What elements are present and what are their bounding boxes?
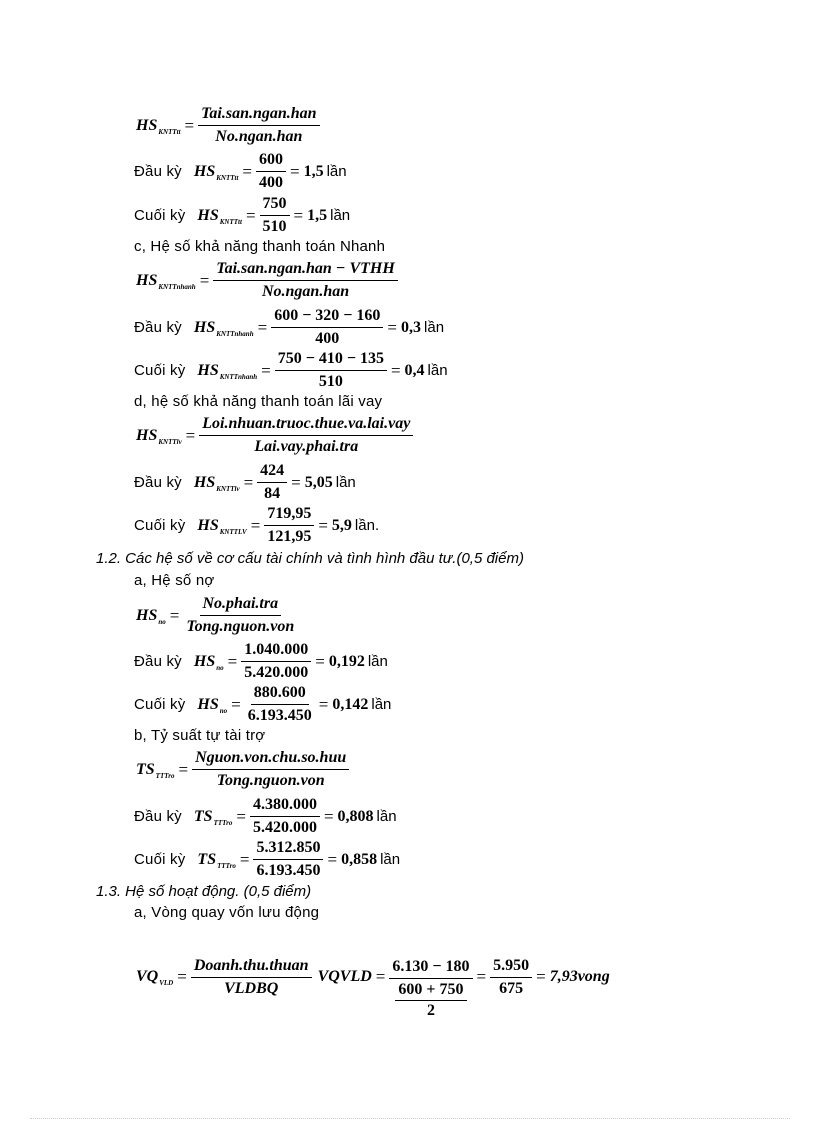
formula-vong-quay: VQ VLD = $\frac{\text{Doanh.thu.thuan}}{\text{VLDBQ}}$ VQVLD = 6.130 − 180 600 + 750 2 = $\frac{5.950}{675}$ = 7,93vong — [136, 956, 610, 1019]
heading-a-he-so-no: a, Hệ số nợ — [134, 572, 215, 589]
row-ts-cuoi-ky: Cuối kỳ TS TTTro = $\frac{5.312.850}{6.193.450}$ = 0,858 lần — [134, 839, 401, 879]
row-lv-dau-ky: Đầu kỳ HS KNTTlv = $\frac{424}{84}$ = 5,05 lần — [134, 462, 356, 502]
row-nh-dau-ky: Đầu kỳ HS KNTTnhanh = $\frac{600 - 320 - 160}{400}$ = 0,3 lần — [134, 307, 445, 347]
formula-hs-no: HS no = $\frac{\text{No.phai.tra}}{\text{Tong.nguon.von}}$ — [136, 595, 295, 635]
row-ts-dau-ky: Đầu kỳ TS TTTro = $\frac{4.380.000}{5.420.000}$ = 0,808 lần — [134, 796, 397, 836]
row-nh-cuoi-ky: Cuối kỳ HS KNTTnhanh = $\frac{750 - 410 - 135}{510}$ = 0,4 lần — [134, 350, 448, 390]
formula-hs-nhanh: HS KNTTnhanh = $\frac{\text{Tai.san.ngan.han − VTHH}}{\text{No.ngan.han}}$ — [136, 259, 398, 302]
formula-ts-tttro: TS TTTro = $\frac{\text{Nguon.von.chu.so.huu}}{\text{Tong.nguon.von}}$ — [136, 748, 349, 791]
row-no-dau-ky: Đầu kỳ HS no = $\frac{1.040.000}{5.420.000}$ = 0,192 lần — [134, 641, 388, 681]
heading-vong-quay: a, Vòng quay vốn lưu động — [134, 904, 320, 921]
formula-hs-lai-vay: HS KNTTlv = $\frac{\text{Loi.nhuan.truoc.thue.va.lai.vay}}{\text{Lai.vay.phai.tra}}$ — [136, 414, 413, 457]
symbol: HS KNTTtt — [136, 116, 181, 136]
row-tt-cuoi-ky: Cuối kỳ HS KNTTtt = $\frac{750}{510}$ = 1,5 lần — [134, 195, 351, 235]
heading-b-ty-suat: b, Tỷ suất tự tài trợ — [134, 727, 266, 744]
section-1-3-title: 1.3. Hệ số hoạt động. (0,5 điểm) — [96, 883, 312, 900]
page-footer-divider — [30, 1118, 790, 1119]
section-1-2-title: 1.2. Các hệ số về cơ cấu tài chính và tình hình đầu tư.(0,5 điểm) — [96, 550, 524, 567]
formula-hs-kntt: HS KNTTtt = $\frac{\text{Tai.san.ngan.han}}{\text{No.ngan.han}}$ — [136, 104, 320, 147]
row-tt-dau-ky: Đầu kỳ HS KNTTtt = $\frac{600}{400}$ = 1,5 lần — [134, 151, 347, 191]
row-no-cuoi-ky: Cuối kỳ HS no = $\frac{880.600}{6.193.450}$ = 0,142 lần — [134, 684, 392, 724]
fraction: $\frac{\text{Tai.san.ngan.han}}{\text{No.ngan.han}}$ — [198, 104, 319, 147]
heading-d: d, hệ số khả năng thanh toán lãi vay — [134, 393, 383, 410]
row-lv-cuoi-ky: Cuối kỳ HS KNTTLV = $\frac{719,95}{121,95}$ = 5,9 lần. — [134, 505, 380, 545]
heading-c: c, Hệ số khả năng thanh toán Nhanh — [134, 238, 386, 255]
